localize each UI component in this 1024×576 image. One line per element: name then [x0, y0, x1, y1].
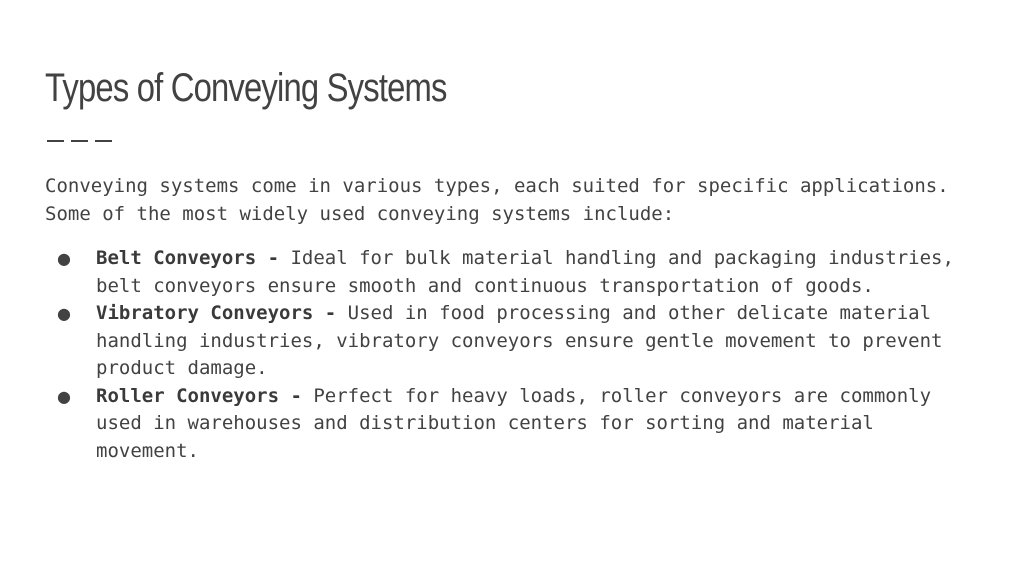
accent-dash	[47, 140, 64, 142]
accent-dash	[95, 140, 112, 142]
list-item	[45, 300, 965, 383]
bullet-dot-icon: ●	[57, 249, 71, 268]
conveyor-type-list	[45, 245, 965, 465]
item-description: Ideal for bulk material handling and packaging industries, belt conveyors ensure smooth and continuous transportation of goods.	[96, 247, 954, 297]
list-item	[45, 383, 965, 466]
title-accent-divider	[47, 140, 112, 142]
item-term: Roller Conveyors -	[96, 384, 302, 407]
accent-dash	[71, 140, 88, 142]
intro-paragraph: Conveying systems come in various types, each suited for specific applications. Some of the most widely used conveying systems include:	[45, 175, 949, 225]
bullet-dot-icon: ●	[57, 386, 71, 406]
item-description: Perfect for heavy loads, roller conveyors are commonly used in warehouses and distribution centers for sorting and material movement.	[96, 384, 932, 462]
slide-body	[45, 173, 965, 465]
slide-title: Types of Conveying Systems	[45, 66, 447, 110]
item-description: Used in food processing and other delicate material handling industries, vibratory conveyors ensure gentle movement to prevent product damage.	[96, 302, 943, 379]
item-term: Belt Conveyors -	[96, 247, 280, 269]
item-term: Vibratory Conveyors -	[96, 302, 337, 324]
list-item	[45, 245, 965, 300]
bullet-dot-icon: ●	[57, 304, 71, 323]
